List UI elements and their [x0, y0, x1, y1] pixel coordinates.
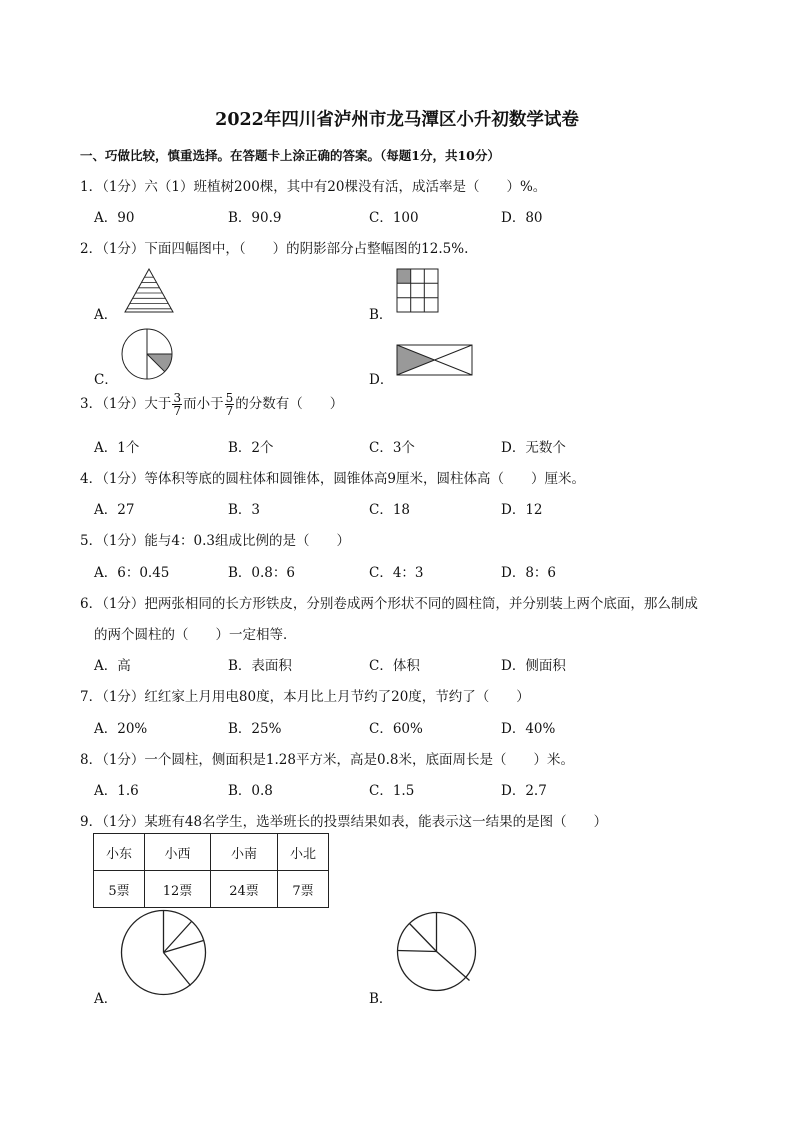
q6-option-c[interactable]: C．体积 — [369, 658, 420, 674]
q5-option-b[interactable]: B．0.8：6 — [228, 565, 295, 581]
table-row — [94, 871, 329, 908]
question-2-stem: 2．（1分）下面四幅图中，（ ）的阴影部分占整幅图的12.5%. — [80, 241, 469, 257]
q5-option-c[interactable]: C．4：3 — [369, 565, 424, 581]
fraction-denominator: 7 — [225, 404, 234, 418]
question-6-stem-line2: 的两个圆柱的（ ）一定相等． — [94, 627, 297, 643]
q6-option-b[interactable]: B．表面积 — [228, 658, 292, 674]
table-header-cell: 小西 — [145, 834, 211, 871]
table-row — [94, 834, 329, 871]
fraction-5-7 — [225, 392, 235, 417]
question-8-stem: 8．（1分）一个圆柱，侧面积是1.28平方米，高是0.8米，底面周长是（ ）米。 — [80, 752, 574, 768]
q6-option-a[interactable]: A．高 — [94, 658, 131, 674]
q3-option-d[interactable]: D．无数个 — [501, 440, 566, 456]
pie-chart-option-a — [118, 910, 210, 996]
q3-option-b[interactable]: B．2个 — [228, 440, 274, 456]
table-cell: 7票 — [278, 871, 329, 908]
page-title: 2022年四川省泸州市龙马潭区小升初数学试卷 — [215, 110, 579, 130]
question-4-stem: 4．（1分）等体积等底的圆柱体和圆锥体，圆锥体高9厘米，圆柱体高（ ）厘米。 — [80, 471, 586, 487]
table-header-cell: 小东 — [94, 834, 145, 871]
q9-option-b-label[interactable]: B． — [369, 991, 393, 1007]
q7-option-b[interactable]: B．25% — [228, 721, 282, 737]
q7-option-d[interactable]: D．40% — [501, 721, 556, 737]
q4-option-c[interactable]: C．18 — [369, 502, 411, 518]
table-cell: 12票 — [145, 871, 211, 908]
q3-prefix: 3．（1分）大于 — [80, 396, 172, 412]
table-header-cell: 小北 — [278, 834, 329, 871]
circle-sector-figure — [120, 328, 176, 382]
q9-option-a-label[interactable]: A． — [94, 991, 118, 1007]
q1-option-d[interactable]: D．80 — [501, 210, 543, 226]
q7-option-a[interactable]: A．20% — [94, 721, 148, 737]
q6-option-d[interactable]: D．侧面积 — [501, 658, 566, 674]
q5-option-d[interactable]: D．8：6 — [501, 565, 557, 581]
q8-option-b[interactable]: B．0.8 — [228, 783, 273, 799]
q2-option-c-label[interactable]: C． — [94, 372, 118, 388]
q3-option-c[interactable]: C．3个 — [369, 440, 415, 456]
q8-option-d[interactable]: D．2.7 — [501, 783, 547, 799]
question-3-stem — [80, 392, 343, 417]
q1-option-c[interactable]: C．100 — [369, 210, 419, 226]
table-header-cell: 小南 — [211, 834, 278, 871]
q2-option-d-label[interactable]: D． — [369, 372, 394, 388]
vote-table — [93, 833, 329, 908]
question-9-stem: 9．（1分）某班有48名学生，选举班长的投票结果如表，能表示这一结果的是图（ ） — [80, 814, 608, 830]
fraction-numerator: 3 — [173, 391, 182, 405]
q4-option-d[interactable]: D．12 — [501, 502, 543, 518]
table-cell: 5票 — [94, 871, 145, 908]
q3-suffix: 的分数有（ ） — [235, 396, 344, 412]
q3-option-a[interactable]: A．1个 — [94, 440, 140, 456]
q1-option-b[interactable]: B．90.9 — [228, 210, 282, 226]
q4-option-a[interactable]: A．27 — [94, 502, 135, 518]
striped-triangle-figure — [124, 268, 174, 314]
fraction-numerator: 5 — [225, 391, 234, 405]
q8-option-c[interactable]: C．1.5 — [369, 783, 415, 799]
q2-option-a-label[interactable]: A． — [94, 307, 118, 323]
table-cell: 24票 — [211, 871, 278, 908]
q3-middle: 而小于 — [183, 396, 224, 412]
question-7-stem: 7．（1分）红红家上月用电80度，本月比上月节约了20度，节约了（ ） — [80, 689, 530, 705]
section-heading: 一、巧做比较，慎重选择。在答题卡上涂正确的答案。（每题1分，共10分） — [80, 148, 500, 163]
q1-option-a[interactable]: A．90 — [94, 210, 135, 226]
q7-option-c[interactable]: C．60% — [369, 721, 423, 737]
question-1-stem: 1．（1分）六（1）班植树200棵，其中有20棵没有活，成活率是（ ）%。 — [80, 179, 547, 195]
fraction-3-7 — [172, 392, 182, 417]
q4-option-b[interactable]: B．3 — [228, 502, 261, 518]
rectangle-diagonals-figure — [396, 344, 474, 378]
grid-figure — [396, 268, 440, 314]
q8-option-a[interactable]: A．1.6 — [94, 783, 139, 799]
pie-chart-option-b — [395, 912, 479, 992]
fraction-denominator: 7 — [173, 404, 182, 418]
q2-option-b-label[interactable]: B． — [369, 307, 393, 323]
question-6-stem-line1: 6．（1分）把两张相同的长方形铁皮，分别卷成两个形状不同的圆柱筒，并分别装上两个底面，那么制成 — [80, 596, 698, 612]
q5-option-a[interactable]: A．6：0.45 — [94, 565, 170, 581]
question-5-stem: 5．（1分）能与4：0.3组成比例的是（ ） — [80, 533, 350, 549]
